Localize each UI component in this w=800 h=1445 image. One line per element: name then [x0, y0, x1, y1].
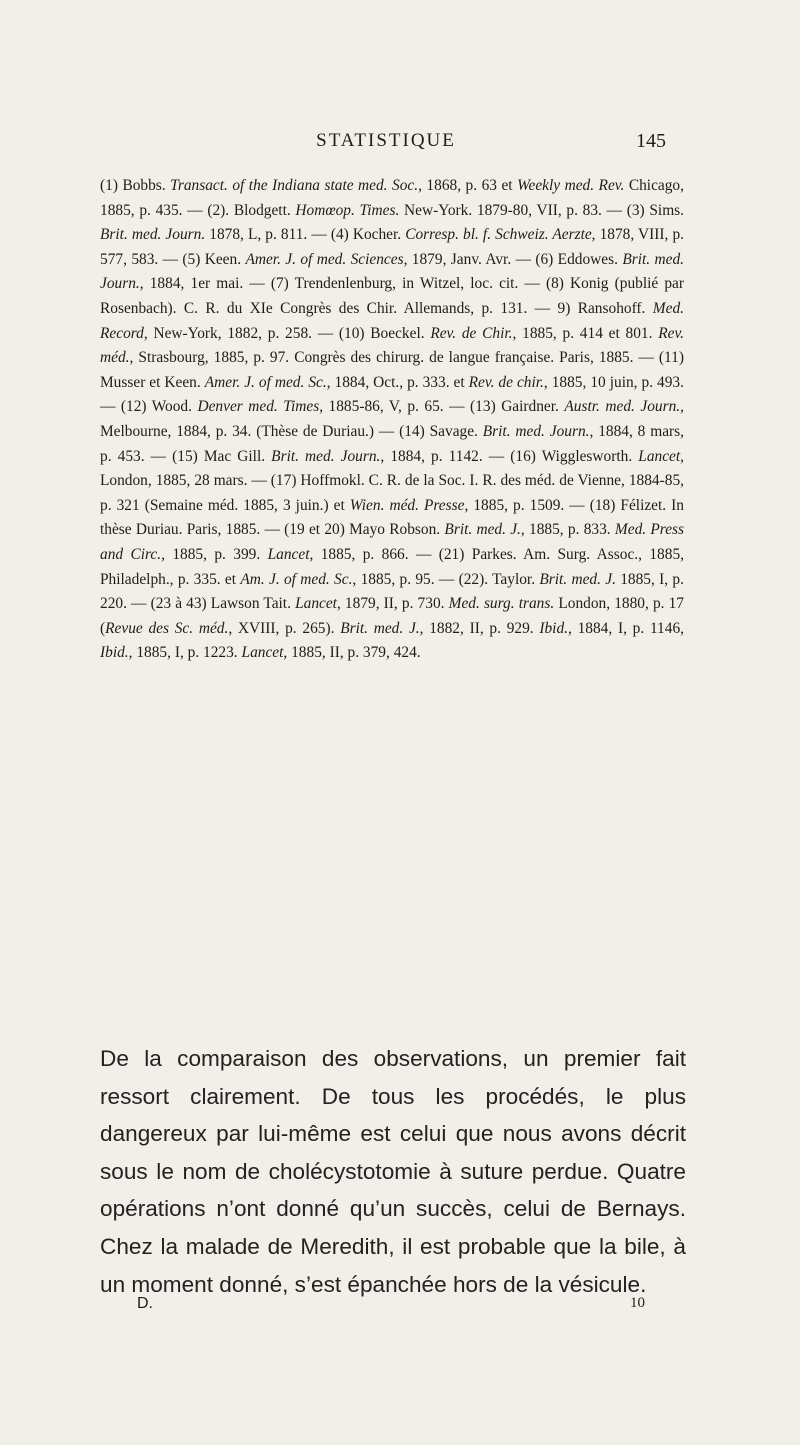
note-fragment: New-York. 1879-80, VII, p. 83. — (3) Sims. — [399, 201, 685, 219]
note-fragment: , Melbourne, 1884, p. 34. (Thèse de Duriau.) — (14) Savage. — [100, 398, 684, 440]
journal-title: Rev. de chir. — [468, 373, 544, 391]
journal-title: Med. Record — [100, 299, 684, 342]
note-fragment: , 1885, 10 juin, p. 493. — (12) Wood. — [100, 373, 684, 416]
journal-title: Corresp. bl. f. Schweiz. Aerzte — [405, 226, 592, 244]
page-header — [106, 130, 666, 164]
note-fragment: 1885, I, p. 220. — (23 à 43) Lawson Tait. — [100, 570, 684, 613]
note-fragment: , 1885, II, p. 379, 424. — [283, 644, 421, 662]
note-fragment: , 1879, II, p. 730. — [336, 595, 449, 613]
note-fragment: , 1878, VIII, p. 577, 583. — (5) Keen. — [100, 226, 684, 268]
note-fragment: (1) Bobbs. — [100, 177, 171, 194]
journal-title: Med. surg. trans. — [448, 595, 555, 613]
journal-title: Rev. de Chir. — [430, 324, 513, 342]
note-fragment: , 1885, p. 833. — [520, 521, 615, 539]
note-fragment: , 1884, p. 1142. — (16) Wigglesworth. — [380, 447, 639, 465]
body-paragraph: De la comparaison des observations, un premier fait ressort clairement. De tous les procédés, le plus dangereux par lui-même est celui que nous avons décrit sous le nom de cholécystotomie à suture perdue. Quatre opérations n’ont donné qu’un succès, celui de Bernays. Chez la malade de Meredith, il est probable que la bile, à un moment donné, s’est épanchée hors de la vésicule. — [100, 1046, 686, 1297]
journal-title: Lancet — [638, 447, 681, 465]
journal-title: Rev. méd. — [100, 324, 684, 367]
journal-title: Denver med. Times — [197, 398, 320, 416]
note-fragment: , 1884, 8 mars, p. 453. — (15) Mac Gill. — [100, 422, 684, 465]
note-fragment: , 1885, p. 399. — [161, 545, 268, 563]
journal-title: Homœop. Times. — [295, 201, 400, 219]
journal-title: Brit. med. Journ. — [271, 447, 381, 465]
journal-title: Med. Press and Circ. — [100, 521, 685, 563]
journal-title: Ibid. — [539, 619, 568, 637]
journal-title: Revue des Sc. méd. — [105, 619, 229, 637]
journal-title: Wien. méd. Presse — [349, 496, 465, 514]
journal-title: Lancet — [241, 644, 284, 662]
journal-title: Ibid. — [100, 644, 129, 662]
journal-title: Lancet — [295, 595, 337, 613]
footnotes-block — [100, 174, 684, 666]
note-fragment: , 1885, p. 414 et 801. — [512, 324, 659, 342]
journal-title: Amer. J. of med. Sc. — [204, 373, 327, 391]
journal-title: Austr. med. Journ. — [564, 398, 681, 416]
note-fragment: Chicago, 1885, p. 435. — (2). Blodgett. — [100, 177, 684, 219]
note-fragment: , Strasbourg, 1885, p. 97. Congrès des chirurg. de langue française. Paris, 1885. — (11) Musser et Keen. — [100, 349, 684, 391]
journal-title: Am. J. of med. Sc. — [240, 570, 353, 588]
sheet-number: 10 — [630, 1295, 645, 1311]
note-fragment: , 1885, I, p. 1223. — [128, 644, 242, 662]
journal-title: Amer. J. of med. Sciences — [245, 250, 404, 268]
journal-title: Brit. med. Journ. — [100, 226, 206, 244]
note-fragment: , 1884, 1er mai. — (7) Trendenlenburg, in Witzel, loc. cit. — (8) Konig (publié par Rosenbach). C. R. du XIe Congrès des Chir. Allemands, p. 131. — 9) Ransohoff. — [100, 275, 684, 317]
note-fragment: , XVIII, p. 265). — [228, 619, 341, 637]
journal-title: Brit. med. J. — [444, 521, 521, 539]
note-fragment: , 1879, Janv. Avr. — (6) Eddowes. — [403, 250, 623, 268]
journal-title: Brit. med. J. — [539, 570, 616, 588]
journal-title: Transact. of the Indiana state med. Soc. — [170, 177, 419, 194]
note-fragment: 1878, L, p. 811. — (4) Kocher. — [205, 226, 406, 244]
journal-title: Lancet — [267, 545, 310, 563]
note-fragment: , 1885, p. 866. — (21) Parkes. Am. Surg. Assoc., 1885, Philadelph., p. 335. et — [100, 545, 684, 588]
journal-title: Brit. med. J. — [340, 619, 420, 637]
note-fragment: , 1885-86, V, p. 65. — (13) Gairdner. — [319, 398, 565, 416]
note-fragment: London, 1880, p. 17 ( — [100, 595, 684, 637]
note-fragment: , 1884, I, p. 1146, — [568, 619, 684, 637]
note-fragment: , 1885, p. 1509. — (18) Félizet. In thèse Duriau. Paris, 1885. — (19 et 20) Mayo Robson. — [100, 496, 685, 539]
note-fragment: , London, 1885, 28 mars. — (17) Hoffmokl. C. R. de la Soc. I. R. des méd. de Vienne, 1884-85, p. 321 (Semaine méd. 1885, 3 juin.) et — [100, 447, 685, 514]
note-fragment: , 1885, p. 95. — (22). Taylor. — [352, 570, 540, 588]
note-fragment: , New-York, 1882, p. 258. — (10) Boeckel. — [143, 324, 431, 342]
signature-mark: D. — [137, 1295, 153, 1312]
journal-title: Weekly med. Rev. — [517, 177, 625, 194]
note-fragment: , 1884, Oct., p. 333. et — [326, 373, 469, 391]
journal-title: Brit. med. Journ. — [482, 422, 590, 440]
note-fragment: , 1868, p. 63 et — [418, 177, 518, 194]
note-fragment: , 1882, II, p. 929. — [419, 619, 540, 637]
page-number: 145 — [636, 130, 666, 152]
journal-title: Brit. med. Journ. — [100, 250, 684, 293]
running-head: STATISTIQUE — [316, 130, 456, 151]
